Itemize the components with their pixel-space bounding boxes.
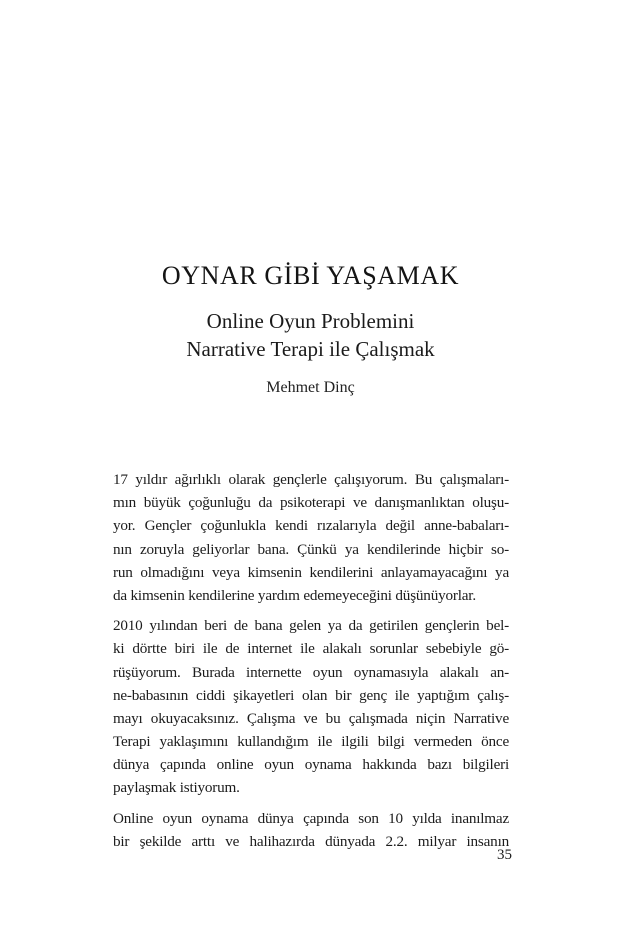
text-line: mın büyük çoğunluğu da psikoterapi ve danışmanlıktan oluşu- — [113, 494, 509, 512]
text-line: 17 yıldır ağırlıklı olarak gençlerle çalışıyorum. Bu çalışmaları- — [113, 471, 509, 488]
text-line: 2010 yılından beri de bana gelen ya da getirilen gençlerin bel- — [113, 617, 509, 635]
text-line: Online oyun oynama dünya çapında son 10 yılda inanılmaz — [113, 809, 509, 827]
text-line: run olmadığını veya kimsenin kendilerini anlayamayacağını ya — [113, 563, 509, 581]
paragraph — [113, 614, 509, 800]
text-line: da kimsenin kendilerine yardım edemeyeceğini düşünüyorlar. — [113, 586, 476, 604]
text-line: yor. Gençler çoğunlukla kendi rızalarıyla değil anne-babaları- — [113, 517, 509, 535]
body-text — [113, 468, 509, 860]
chapter-title: OYNAR GİBİ YAŞAMAK — [161, 261, 460, 290]
author-name: Mehmet Dinç — [266, 379, 355, 396]
text-line: nın zoruyla geliyorlar bana. Çünkü ya kendilerinde hiçbir so- — [113, 540, 509, 558]
chapter-subtitle-line1: Online Oyun Problemini — [206, 309, 415, 333]
paragraph — [113, 468, 509, 607]
paragraph — [113, 807, 509, 853]
text-line: paylaşmak istiyorum. — [113, 779, 240, 797]
text-line: ki dörtte biri ile de internet ile alakalı sorunlar sebebiyle gö- — [113, 640, 509, 658]
page-number: 35 — [497, 847, 512, 863]
text-line: mayı okuyacaksınız. Çalışma ve bu çalışmada niçin Narrative — [113, 709, 509, 727]
chapter-heading-block — [0, 260, 621, 399]
chapter-subtitle-line2: Narrative Terapi ile Çalışmak — [186, 336, 435, 361]
text-line: rüşüyorum. Burada internette oyun oynamasıyla alakalı an- — [113, 663, 509, 681]
chapter-subtitle — [0, 308, 621, 363]
text-line: Terapi yaklaşımını kullandığım ile ilgili bilgi vermeden önce — [113, 733, 509, 751]
text-line: bir şekilde arttı ve halihazırda dünyada 2.2. milyar insanın — [113, 832, 509, 850]
text-line: dünya çapında online oyun oynama hakkında bazı bilgileri — [113, 756, 509, 774]
text-line: ne-babasının ciddi şikayetleri olan bir genç ile yaptığım çalış- — [113, 686, 509, 704]
